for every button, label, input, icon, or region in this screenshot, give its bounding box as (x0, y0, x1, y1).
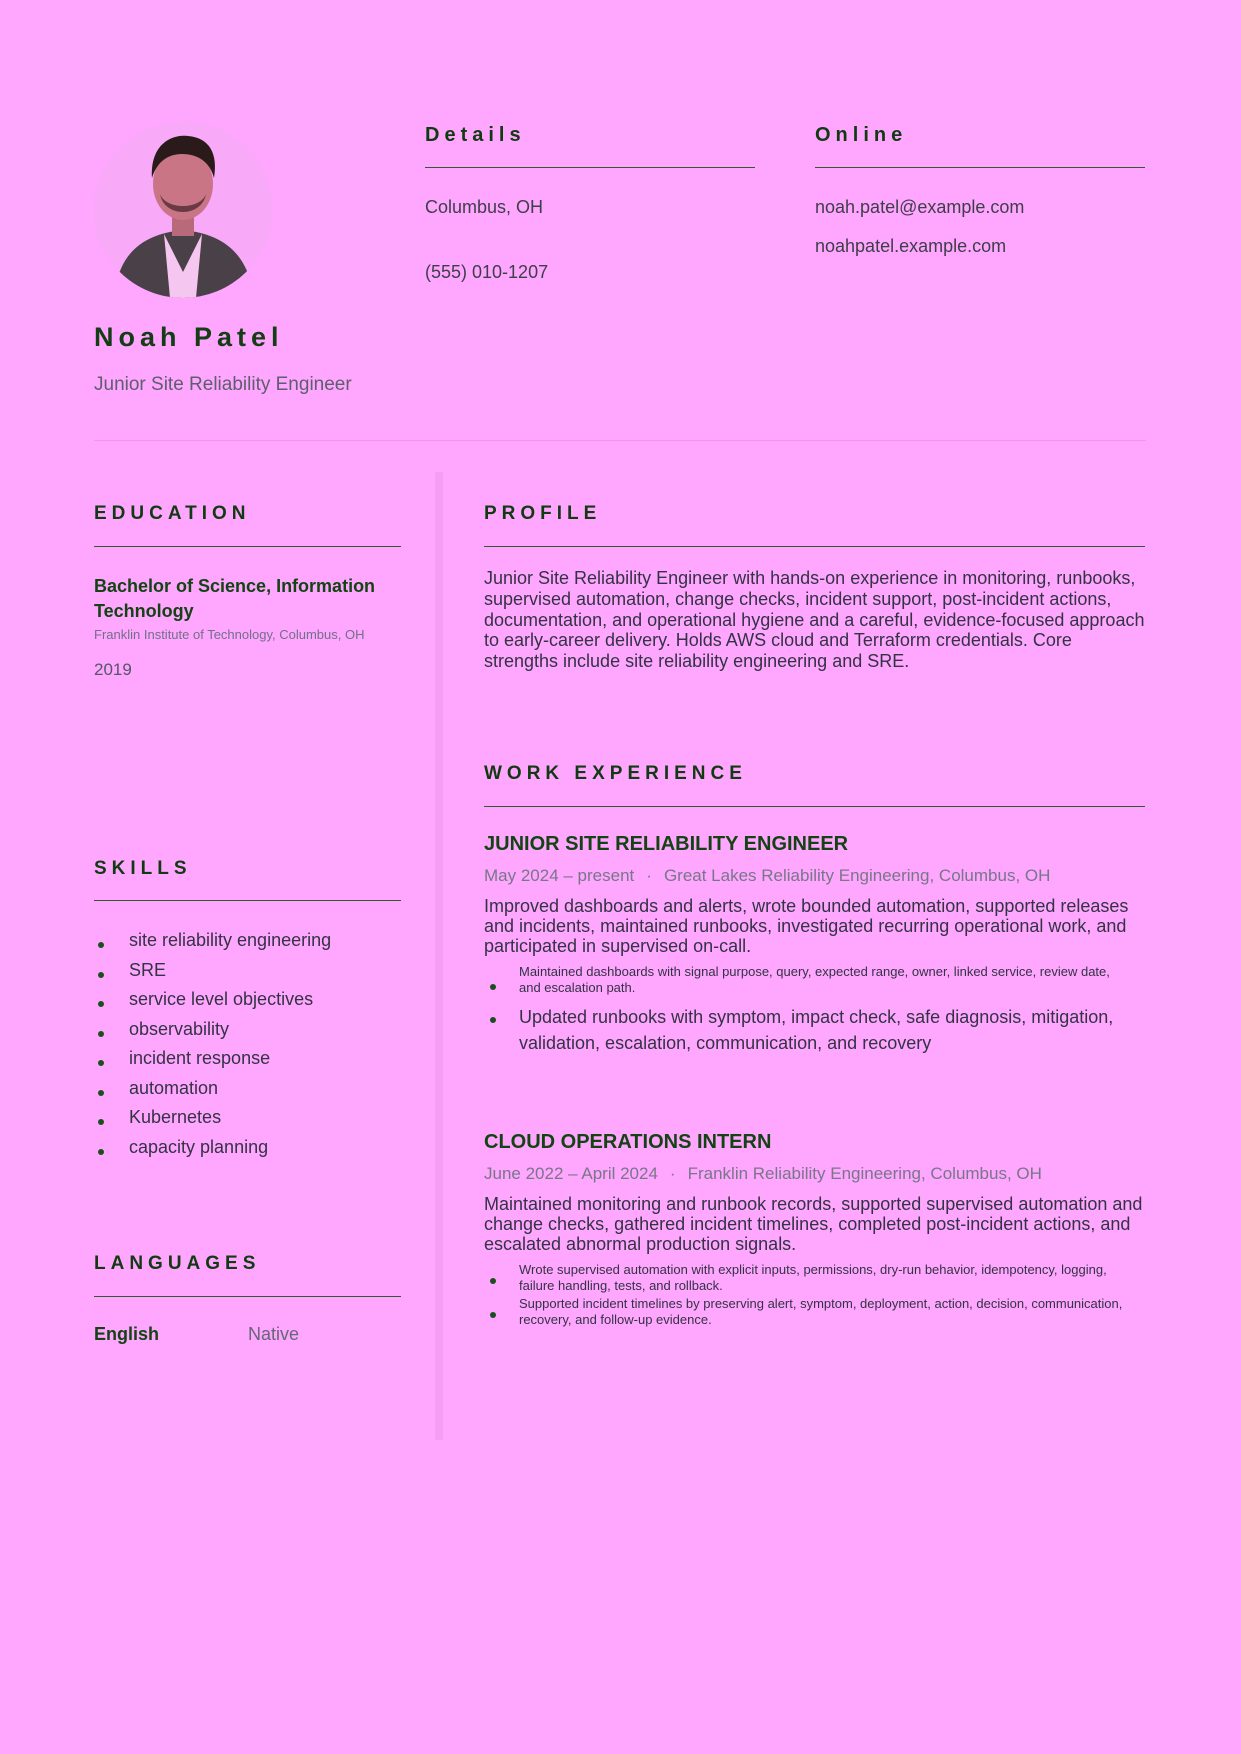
job-summary: Improved dashboards and alerts, wrote bounded automation, supported releases and incidents, maintained runbooks, investigated recurring operational work, and participated in supervised on-call. (484, 896, 1129, 956)
job-summary: Maintained monitoring and runbook records, supported supervised automation and change checks, gathered incident timelines, completed post-incident actions, and escalated abnormal production signals. (484, 1194, 1143, 1254)
bullet-dot-icon (98, 1119, 104, 1125)
skills-list (94, 926, 331, 1162)
job-company: Franklin Reliability Engineering, Columbus, OH (687, 1164, 1042, 1183)
skill-item: service level objectives (94, 985, 331, 1015)
languages-heading: LANGUAGES (94, 1253, 261, 1274)
sidebar-separator (435, 472, 443, 1440)
job-bullets (484, 1262, 1124, 1328)
job-company: Great Lakes Reliability Engineering, Columbus, OH (663, 866, 1051, 885)
job-bullet: Maintained dashboards with signal purpose, query, expected range, owner, linked service, review date, and escalation path. (484, 964, 1124, 996)
skill-item: incident response (94, 1044, 331, 1074)
portrait-image (94, 122, 272, 298)
meta-separator: · (669, 1164, 676, 1183)
skills-rule (94, 900, 401, 901)
meta-separator: · (646, 866, 652, 885)
job-bullets (484, 964, 1124, 1056)
language-level: Native (248, 1324, 300, 1344)
job-title: JUNIOR SITE RELIABILITY ENGINEER (484, 833, 849, 855)
location-text: Columbus, OH (425, 197, 544, 217)
profile-photo (94, 122, 272, 298)
job-meta (484, 1164, 1042, 1184)
work-heading: WORK EXPERIENCE (484, 763, 747, 784)
skill-item: site reliability engineering (94, 926, 331, 956)
online-heading: Online (815, 124, 908, 146)
details-rule (425, 167, 755, 168)
bullet-dot-icon (98, 1001, 104, 1007)
job-title: CLOUD OPERATIONS INTERN (484, 1131, 772, 1153)
work-rule (484, 806, 1145, 807)
skills-heading: SKILLS (94, 858, 192, 879)
bullet-dot-icon (490, 1278, 496, 1284)
job-bullet: Wrote supervised automation with explicit inputs, permissions, dry-run behavior, idempotency, logging, failure handling, tests, and rollback. (484, 1262, 1124, 1294)
education-heading: EDUCATION (94, 503, 251, 524)
bullet-dot-icon (98, 942, 104, 948)
skill-item: automation (94, 1074, 331, 1104)
candidate-job-title: Junior Site Reliability Engineer (94, 374, 352, 395)
language-name: English (94, 1324, 160, 1344)
bullet-dot-icon (98, 1149, 104, 1155)
job-dates: June 2022 – April 2024 (484, 1164, 658, 1183)
languages-rule (94, 1296, 401, 1297)
profile-rule (484, 546, 1145, 547)
skill-item: Kubernetes (94, 1103, 331, 1133)
bullet-dot-icon (98, 1060, 104, 1066)
website-link[interactable]: noahpatel.example.com (815, 236, 1007, 256)
graduation-year: 2019 (94, 660, 132, 679)
job-dates: May 2024 – present (484, 866, 635, 885)
email-link[interactable]: noah.patel@example.com (815, 197, 1025, 217)
profile-heading: PROFILE (484, 503, 602, 524)
candidate-name: Noah Patel (94, 322, 284, 352)
details-heading: Details (425, 124, 526, 146)
phone-text: (555) 010-1207 (425, 262, 549, 282)
skill-item: SRE (94, 956, 331, 986)
online-rule (815, 167, 1145, 168)
education-rule (94, 546, 401, 547)
job-bullet: Updated runbooks with symptom, impact check, safe diagnosis, mitigation, validation, escalation, communication, and recovery (484, 1004, 1124, 1056)
skill-item: capacity planning (94, 1133, 331, 1163)
skill-item: observability (94, 1015, 331, 1045)
school-name: Franklin Institute of Technology, Columbus, OH (94, 627, 365, 642)
degree-title: Bachelor of Science, Information Technology (94, 576, 376, 621)
job-bullet: Supported incident timelines by preserving alert, symptom, deployment, action, decision, communication, recovery, and follow-up evidence. (484, 1296, 1124, 1328)
bullet-dot-icon (490, 984, 496, 990)
bullet-dot-icon (98, 972, 104, 978)
bullet-dot-icon (98, 1031, 104, 1037)
bullet-dot-icon (490, 1017, 496, 1023)
profile-summary: Junior Site Reliability Engineer with hands-on experience in monitoring, runbooks, supervised automation, change checks, incident support, post-incident actions, documentation, and operational hygiene and a careful, evidence-focused approach to early-career delivery. Holds AWS cloud and Terraform credentials. Core strengths include site reliability engineering and SRE. (484, 568, 1145, 672)
bullet-dot-icon (98, 1090, 104, 1096)
job-meta (484, 866, 1050, 886)
bullet-dot-icon (490, 1312, 496, 1318)
header-divider (94, 440, 1146, 441)
